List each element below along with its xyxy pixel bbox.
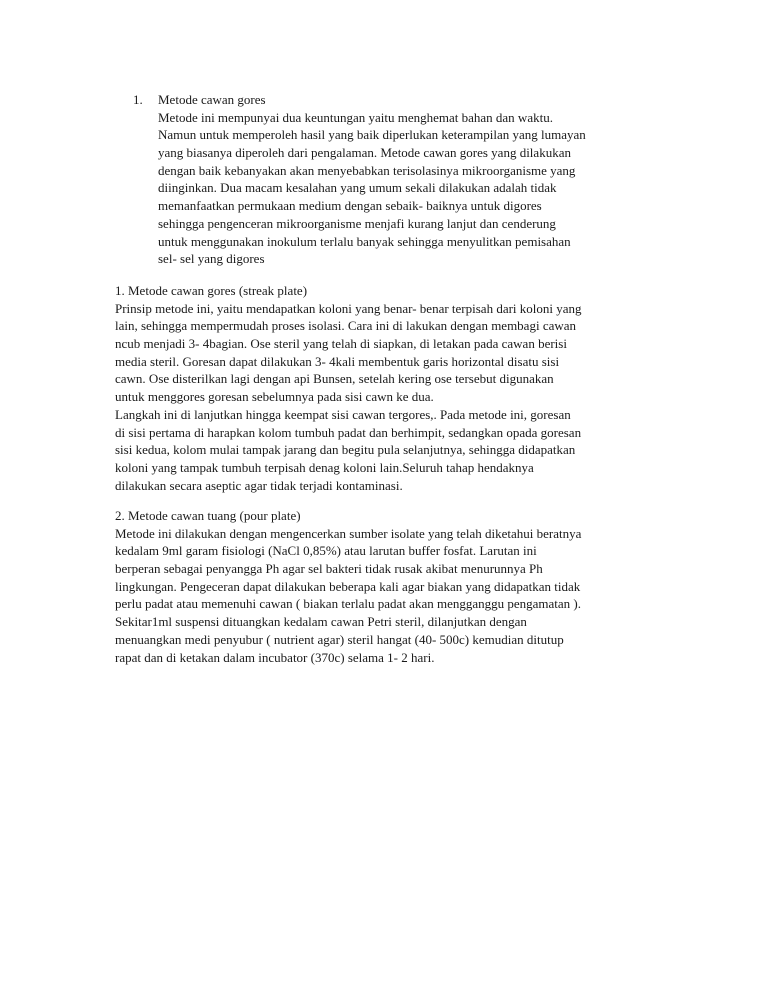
- paragraph-line: diinginkan. Dua macam kesalahan yang umum sekali dilakukan adalah tidak: [158, 180, 557, 196]
- paragraph-line: sisi kedua, kolom mulai tampak jarang dan begitu pula selanjutnya, sehingga didapatkan: [115, 442, 576, 458]
- numbered-item-header: [133, 91, 693, 109]
- paragraph-line: berperan sebagai penyangga Ph agar sel bakteri tidak rusak akibat menurunnya Ph: [115, 561, 543, 577]
- paragraph-line: Metode ini dilakukan dengan mengencerkan sumber isolate yang telah diketahui beratnya: [115, 525, 582, 541]
- paragraph-line: Sekitar1ml suspensi dituangkan kedalam cawan Petri steril, dilanjutkan dengan: [115, 614, 527, 630]
- list-item-body: [158, 109, 693, 268]
- pour-plate-section: [115, 507, 675, 666]
- paragraph-line: dengan baik kebanyakan akan menyebabkan terisolasinya mikroorganisme yang: [158, 162, 576, 178]
- paragraph-line: Langkah ini di lanjutkan hingga keempat sisi cawan tergores,. Pada metode ini, goresan: [115, 406, 571, 422]
- paragraph-line: media steril. Goresan dapat dilakukan 3- 4kali membentuk garis horizontal disatu sisi: [115, 353, 560, 369]
- numbered-list-item: [133, 91, 693, 268]
- paragraph-line: kedalam 9ml garam fisiologi (NaCl 0,85%) atau larutan buffer fosfat. Larutan ini: [115, 543, 537, 559]
- paragraph-line: untuk menggunakan inokulum terlalu banyak sehingga menyulitkan pemisahan: [158, 233, 571, 249]
- paragraph-line: Prinsip metode ini, yaitu mendapatkan koloni yang benar- benar terpisah dari koloni yang: [115, 300, 582, 316]
- section-heading: 1. Metode cawan gores (streak plate): [115, 283, 308, 298]
- paragraph-line: koloni yang tampak tumbuh terpisah denag koloni lain.Seluruh tahap hendaknya: [115, 459, 534, 475]
- list-number: 1.: [133, 92, 143, 107]
- paragraph-line: ncub menjadi 3- 4bagian. Ose steril yang telah di siapkan, di letakan pada cawan berisi: [115, 336, 567, 352]
- streak-plate-section: [115, 282, 675, 494]
- paragraph-line: sel- sel yang digores: [158, 251, 265, 267]
- paragraph-line: yang biasanya diperoleh dari pengalaman. Metode cawan gores yang dilakukan: [158, 145, 571, 161]
- list-item-title: Metode cawan gores: [158, 92, 266, 107]
- paragraph-line: lain, sehingga mempermudah proses isolasi. Cara ini di lakukan dengan membagi cawan: [115, 318, 577, 334]
- paragraph-line: sehingga pengenceran mikroorganisme menjafi kurang lanjut dan cenderung: [158, 215, 556, 231]
- paragraph-line: menuangkan medi penyubur ( nutrient agar) steril hangat (40- 500c) kemudian ditutup: [115, 631, 564, 647]
- paragraph-line: Metode ini mempunyai dua keuntungan yaitu menghemat bahan dan waktu.: [158, 109, 553, 125]
- paragraph-line: perlu padat atau memenuhi cawan ( biakan terlalu padat akan mengganggu pengamatan ).: [115, 596, 582, 612]
- paragraph-line: untuk menggores goresan sebelumnya pada sisi cawn ke dua.: [115, 389, 434, 405]
- paragraph-line: rapat dan di ketakan dalam incubator (370c) selama 1- 2 hari.: [115, 649, 435, 665]
- paragraph-line: memanfaatkan permukaan medium dengan sebaik- baiknya untuk digores: [158, 198, 542, 214]
- paragraph-line: Namun untuk memperoleh hasil yang baik diperlukan keterampilan yang lumayan: [158, 127, 586, 143]
- section-heading: 2. Metode cawan tuang (pour plate): [115, 508, 301, 523]
- paragraph-line: dilakukan secara aseptic agar tidak terjadi kontaminasi.: [115, 477, 403, 493]
- paragraph-line: lingkungan. Pengeceran dapat dilakukan beberapa kali agar biakan yang didapatkan tidak: [115, 578, 581, 594]
- paragraph-line: cawn. Ose disterilkan lagi dengan api Bunsen, setelah kering ose tersebut digunakan: [115, 371, 554, 387]
- paragraph-line: di sisi pertama di harapkan kolom tumbuh padat dan berhimpit, sedangkan opada goresan: [115, 424, 582, 440]
